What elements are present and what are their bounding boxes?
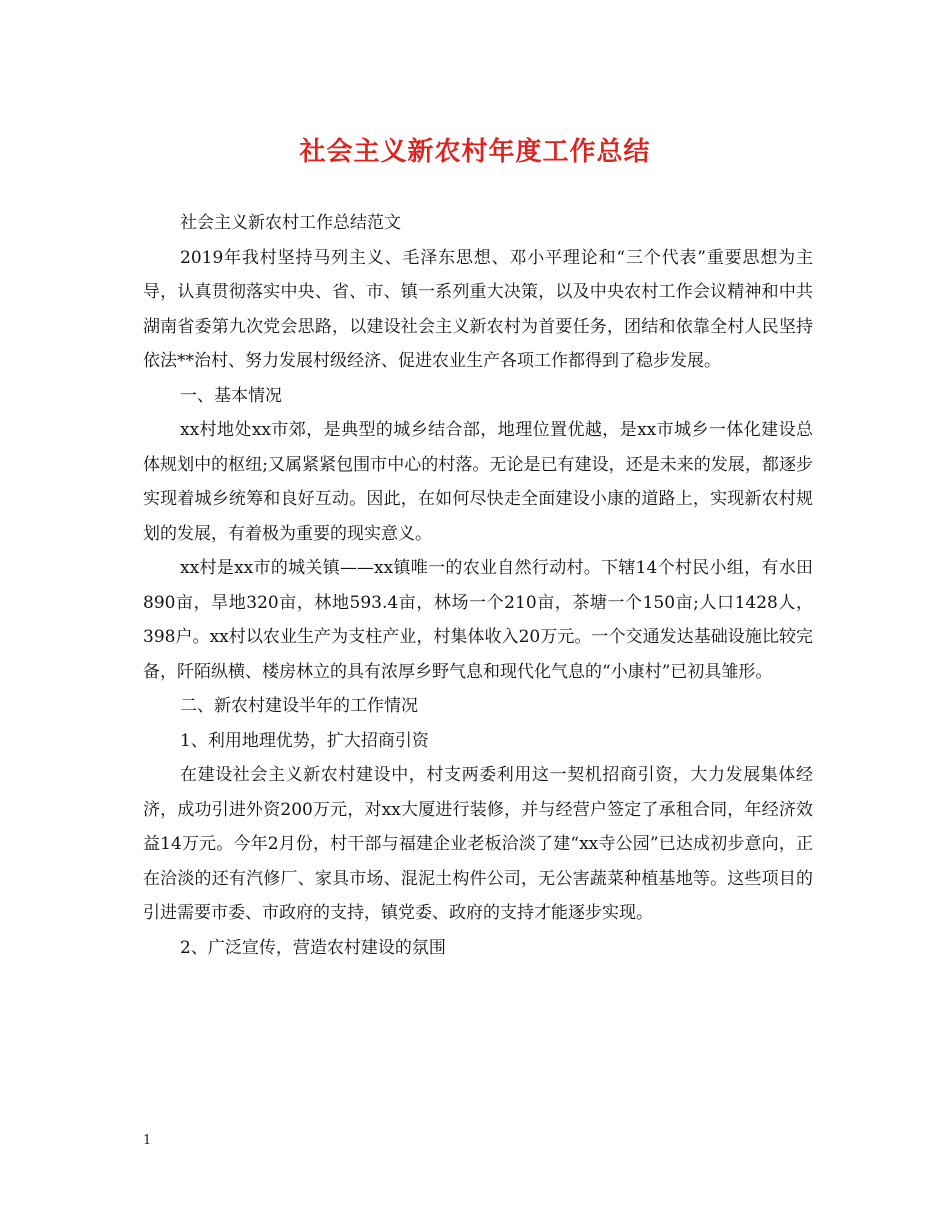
- paragraph-village-stats: xx村是xx市的城关镇——xx镇唯一的农业自然行动村。下辖14个村民小组，有水田890亩，旱地320亩，林地593.4亩，林场一个210亩，茶塘一个150亩;人口1428人，398户。xx村以农业生产为支柱产业，村集体收入20万元。一个交通发达基础设施比较完备，阡陌纵横、楼房林立的具有浓厚乡野气息和现代化气息的“小康村”已初具雏形。: [143, 558, 813, 682]
- paragraph-intro: 2019年我村坚持马列主义、毛泽东思想、邓小平理论和“三个代表”重要思想为主导，认真贯彻落实中央、省、市、镇一系列重大决策，以及中央农村工作会议精神和中共湖南省委第九次党会思路，以建设社会主义新农村为首要任务，团结和依靠全村人民坚持依法**治村、努力发展村级经济、促进农业生产各项工作都得到了稳步发展。: [143, 247, 813, 371]
- paragraph-investment: 在建设社会主义新农村建设中，村支两委利用这一契机招商引资，大力发展集体经济，成功引进外资200万元，对xx大厦进行装修，并与经营户签定了承租合同，年经济效益14万元。今年2月份，村干部与福建企业老板洽淡了建“xx寺公园”已达成初步意向，正在洽淡的还有汽修厂、家具市场、混泥土构件公司，无公害蔬菜种植基地等。这些项目的引进需要市委、市政府的支持，镇党委、政府的支持才能逐步实现。: [143, 765, 813, 923]
- section-heading-work-situation: 二、新农村建设半年的工作情况: [180, 696, 418, 716]
- section-heading-basic-situation: 一、基本情况: [180, 385, 282, 406]
- page-number: 1: [143, 1133, 152, 1148]
- subsection-heading-publicity: 2、广泛宣传，营造农村建设的氛围: [180, 937, 446, 958]
- document-title: 社会主义新农村年度工作总结: [299, 137, 651, 167]
- subsection-heading-investment: 1、利用地理优势，扩大招商引资: [180, 730, 429, 751]
- paragraph-location: xx村地处xx市郊，是典型的城乡结合部，地理位置优越，是xx市城乡一体化建设总体规划中的枢纽;又属紧紧包围市中心的村落。无论是已有建设，还是未来的发展，都逐步实现着城乡统筹和良好互动。因此，在如何尽快走全面建设小康的道路上，实现新农村规划的发展，有着极为重要的现实意义。: [143, 420, 813, 544]
- paragraph-subtitle: 社会主义新农村工作总结范文: [180, 213, 401, 233]
- document-body: [143, 206, 813, 965]
